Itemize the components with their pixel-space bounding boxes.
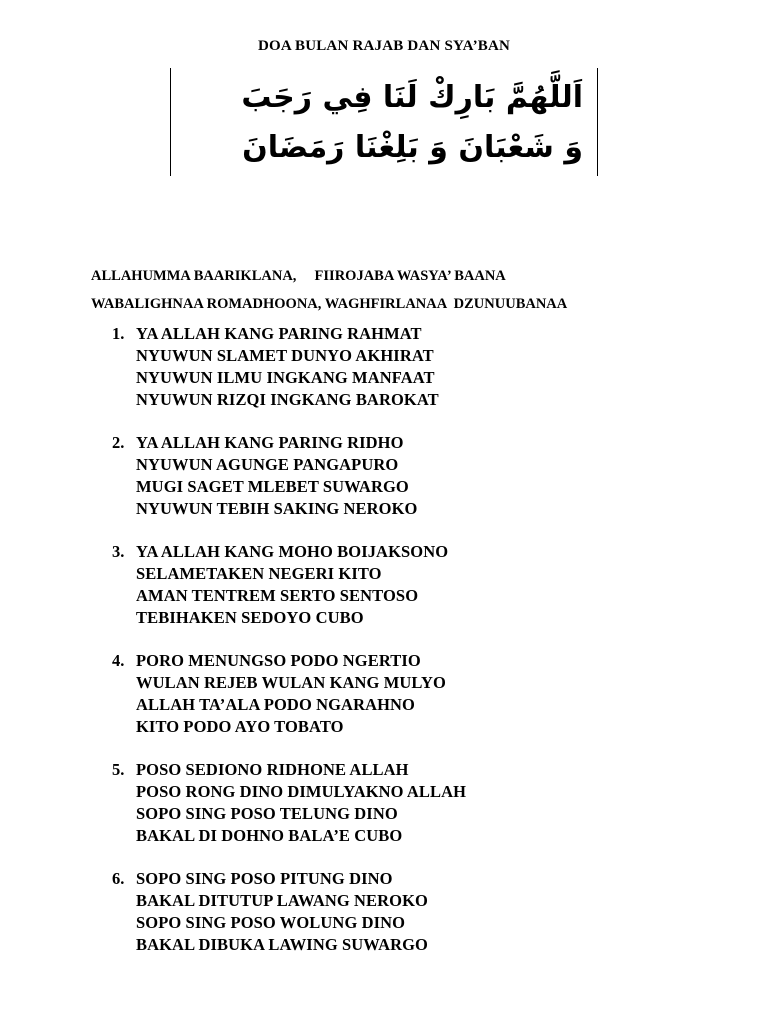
transliteration-line-2: WABALIGHNAA ROMADHOONA, WAGHFIRLANAA DZUNUUBANAA [91,296,568,312]
stanza-4 [112,650,466,738]
stanza-number: 3. [112,542,125,561]
arabic-prayer-line-1: اَللَّهُمَّ بَارِكْ لَنَا فِي رَجَبَ [241,80,583,115]
stanza-line: NYUWUN TEBIH SAKING NEROKO [136,499,418,518]
stanza-list [112,323,466,977]
stanza-line: NYUWUN SLAMET DUNYO AKHIRAT [136,346,434,365]
stanza-line: NYUWUN ILMU INGKANG MANFAAT [136,368,435,387]
stanza-number: 6. [112,869,125,888]
stanza-line: MUGI SAGET MLEBET SUWARGO [136,477,409,496]
stanza-line: YA ALLAH KANG PARING RIDHO [136,433,404,452]
stanza-number: 1. [112,324,125,343]
stanza-line: WULAN REJEB WULAN KANG MULYO [136,673,446,692]
stanza-line: AMAN TENTREM SERTO SENTOSO [136,586,419,605]
stanza-line: BAKAL DIBUKA LAWING SUWARGO [136,935,428,954]
stanza-line: SOPO SING POSO PITUNG DINO [136,869,393,888]
stanza-line: KITO PODO AYO TOBATO [136,717,344,736]
stanza-number: 4. [112,651,125,670]
stanza-line: POSO SEDIONO RIDHONE ALLAH [136,760,409,779]
stanza-line: BAKAL DI DOHNO BALA’E CUBO [136,826,403,845]
stanza-2 [112,432,466,520]
arabic-prayer-box [170,68,598,176]
stanza-number: 5. [112,760,125,779]
page-title: DOA BULAN RAJAB DAN SYA’BAN [257,38,511,54]
stanza-3 [112,541,466,629]
stanza-line: NYUWUN RIZQI INGKANG BAROKAT [136,390,439,409]
stanza-line: YA ALLAH KANG MOHO BOIJAKSONO [136,542,449,561]
stanza-line: SOPO SING POSO WOLUNG DINO [136,913,406,932]
stanza-line: ALLAH TA’ALA PODO NGARAHNO [136,695,415,714]
stanza-5 [112,759,466,847]
stanza-line: NYUWUN AGUNGE PANGAPURO [136,455,399,474]
transliteration-line-1: ALLAHUMMA BAARIKLANA, FIIROJABA WASYA’ BAANA [91,268,506,284]
stanza-line: SELAMETAKEN NEGERI KITO [136,564,382,583]
stanza-line: BAKAL DITUTUP LAWANG NEROKO [136,891,428,910]
stanza-6 [112,868,466,956]
stanza-1 [112,323,466,411]
stanza-line: SOPO SING POSO TELUNG DINO [136,804,398,823]
stanza-line: PORO MENUNGSO PODO NGERTIO [136,651,421,670]
stanza-line: YA ALLAH KANG PARING RAHMAT [136,324,422,343]
arabic-prayer-line-2: وَ شَعْبَانَ وَ بَلِغْنَا رَمَضَانَ [242,130,583,165]
stanza-line: POSO RONG DINO DIMULYAKNO ALLAH [136,782,467,801]
stanza-number: 2. [112,433,125,452]
stanza-line: TEBIHAKEN SEDOYO CUBO [136,608,364,627]
